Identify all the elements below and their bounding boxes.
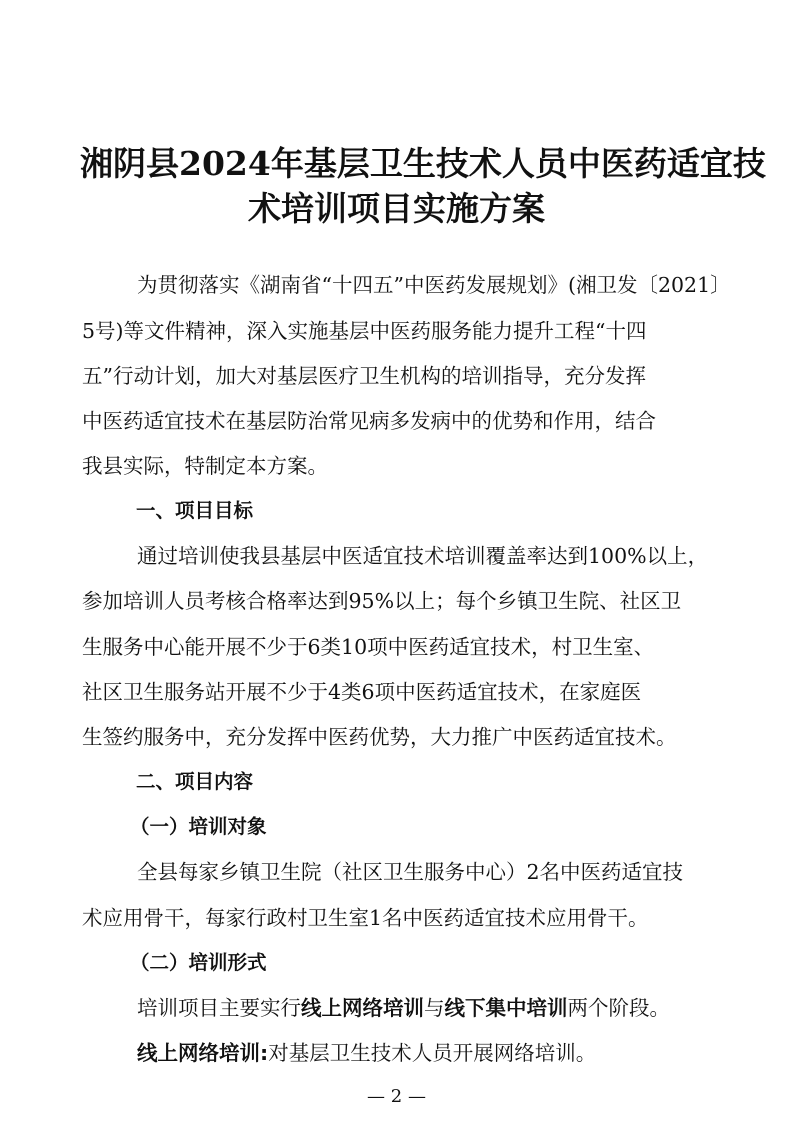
page-number: — 2 — (367, 1086, 426, 1107)
online-training-sentence (137, 1038, 712, 1068)
intro-line-4: 中医药适宜技术在基层防治常见病多发病中的优势和作用，结合 (82, 409, 656, 433)
document-title-line-2: 术培训项目实施方案 (248, 189, 545, 228)
intro-line-2: 5号)等文件精神，深入实施基层中医药服务能力提升工程“十四 (82, 319, 647, 343)
section-1-heading: 一、项目目标 (136, 499, 254, 522)
section-1-line-4: 社区卫生服务站开展不少于4类6项中医药适宜技术，在家庭医 (82, 680, 642, 704)
intro-line-5: 我县实际，特制定本方案。 (82, 454, 328, 478)
subsection-2-heading: （二）培训形式 (130, 951, 267, 974)
document-title-line-1: 湘阴县2024年基层卫生技术人员中医药适宜技 (80, 144, 766, 183)
online-training-text: 对基层卫生技术人员开展网络培训。 (268, 1041, 597, 1065)
section-2-heading: 二、项目内容 (136, 770, 254, 793)
subsection-1-line-2: 术应用骨干，每家行政村卫生室1名中医药适宜技术应用骨干。 (82, 906, 649, 930)
section-1-line-5: 生签约服务中，充分发挥中医药优势，大力推广中医药适宜技术。 (82, 725, 677, 749)
online-training-term: 线上网络培训 (301, 996, 424, 1020)
subsection-1-heading: （一）培训对象 (130, 815, 267, 838)
section-1-line-2: 参加培训人员考核合格率达到95%以上；每个乡镇卫生院、社区卫 (82, 589, 682, 613)
training-form-and: 与 (424, 996, 445, 1020)
intro-line-3: 五”行动计划，加大对基层医疗卫生机构的培训指导，充分发挥 (82, 364, 646, 388)
section-1-line-1: 通过培训使我县基层中医适宜技术培训覆盖率达到100%以上， (137, 544, 709, 568)
training-form-suffix: 两个阶段。 (567, 996, 670, 1020)
offline-training-term: 线下集中培训 (444, 996, 568, 1020)
training-form-prefix: 培训项目主要实行 (137, 996, 301, 1020)
online-training-label: 线上网络培训: (137, 1041, 269, 1065)
subsection-1-line-1: 全县每家乡镇卫生院（社区卫生服务中心）2名中医药适宜技 (137, 860, 684, 884)
section-1-line-3: 生服务中心能开展不少于6类10项中医药适宜技术，村卫生室、 (82, 635, 655, 659)
training-form-sentence (137, 993, 712, 1023)
intro-line-1: 为贯彻落实《湖南省“十四五”中医药发展规划》(湘卫发〔2021〕 (137, 273, 731, 297)
